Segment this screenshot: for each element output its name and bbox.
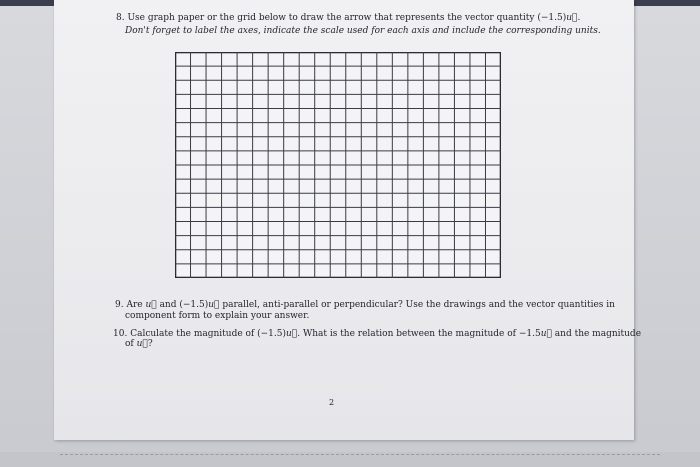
lower-dashed-line [60,454,660,456]
question-10-number: 10. [113,329,128,339]
question-8-period: . [577,13,581,23]
question-10-text-a: Calculate the magnitude of (−1.5) [130,329,287,339]
question-9-line-2: component form to explain your answer. [125,311,310,321]
question-8-vector: u⃗ [566,13,578,23]
question-9-text-c: parallel, anti-parallel or perpendicular? Use the drawings and the vector quantities in [222,300,615,310]
question-10-line-2-a: of [125,339,134,349]
question-10-text-b: . What is the relation between the magnitude of −1.5 [297,329,541,339]
question-10-line-2 [125,339,153,350]
question-10-vector-2: u⃗ [540,329,552,339]
question-8-text: Use graph paper or the grid below to draw the arrow that represents the vector quantity [127,13,535,23]
graph-paper-grid[interactable] [175,52,501,278]
question-10-line-1 [113,329,641,340]
question-10-text-c: and the magnitude [554,329,642,339]
question-8-quantity: (−1.5) [537,13,567,23]
question-8-number: 8. [116,13,125,23]
question-10-vector-3: u⃗ [136,339,148,349]
question-9-vector-2: u⃗ [208,300,220,310]
question-9-text-a: Are [126,300,143,310]
question-8-line-1 [116,13,580,24]
question-10-line-2-b: ? [147,339,153,349]
question-9-vector-1: u⃗ [145,300,157,310]
question-8-line-2: Don't forget to label the axes, indicate the scale used for each axis and include the corresponding units. [125,26,601,36]
question-9-text-b: and (−1.5) [159,300,209,310]
page-number: 2 [329,398,335,407]
question-10-vector-1: u⃗ [286,329,298,339]
question-9-line-1 [115,300,615,311]
question-9-number: 9. [115,300,124,310]
